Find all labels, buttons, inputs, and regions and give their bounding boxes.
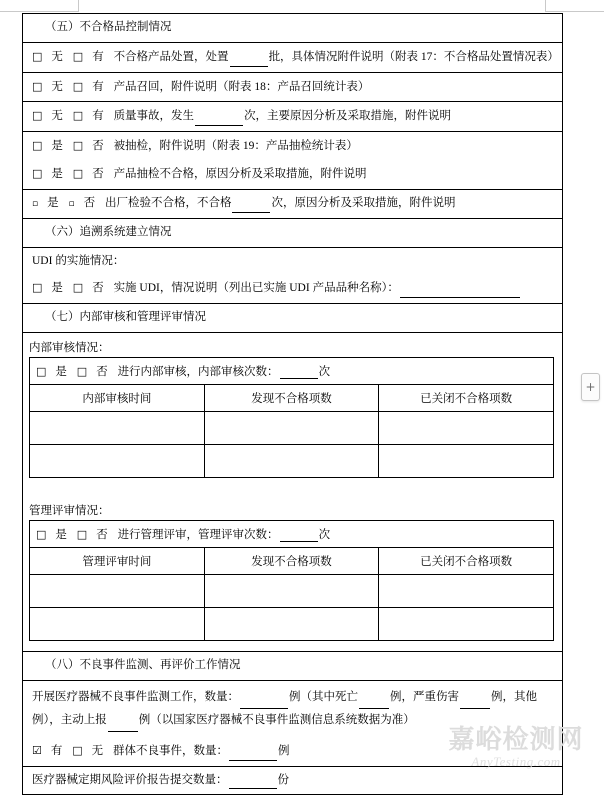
monitoring-text-a: 开展医疗器械不良事件监测工作，数量：: [32, 690, 239, 703]
table-row: [30, 357, 554, 384]
table-row: [30, 520, 554, 547]
row-text-b: 批，具体情况附件说明（附表 17：不合格品处置情况表）: [268, 50, 559, 63]
checkbox-no-icon[interactable]: □: [72, 167, 84, 181]
checkbox-has-icon[interactable]: □: [72, 79, 84, 93]
watermark-english-text: AnyTesting.com: [471, 754, 561, 769]
table-row: [23, 247, 563, 304]
option-label-yes: 是: [55, 528, 67, 541]
checkbox-has-icon[interactable]: □: [72, 49, 84, 63]
monitoring-text-e: 例），主动上报: [32, 713, 107, 726]
management-review-table-wrap: [23, 520, 562, 651]
cell-found-nonconformities[interactable]: [204, 411, 379, 444]
column-header-review-time: 管理评审时间: [30, 547, 205, 574]
monitoring-text-d: 例，其他: [491, 690, 537, 703]
table-row: [30, 444, 554, 477]
row-text-a: 不合格产品处置，处置: [113, 50, 229, 63]
cell-closed-nonconformities[interactable]: [379, 444, 554, 477]
internal-audit-table-wrap: [23, 357, 562, 488]
management-review-label: 管理评审情况：: [29, 504, 110, 517]
option-label-none: 无: [51, 50, 63, 63]
fill-blank-death-cases[interactable]: [359, 696, 389, 709]
margin-guide-top-right-horizontal: [545, 11, 604, 12]
table-row: [30, 384, 554, 411]
row-sampling-failed: [32, 165, 555, 184]
margin-guide-top-right-vertical: [545, 0, 546, 12]
option-label-has: 有: [92, 50, 104, 63]
row-product-recall: [23, 73, 562, 102]
option-label-none: 无: [51, 80, 63, 93]
table-row: [23, 102, 563, 132]
cell-found-nonconformities[interactable]: [204, 444, 379, 477]
checkbox-yes-icon[interactable]: □: [32, 281, 43, 295]
watermark-chinese-text: 嘉峪检测网: [448, 725, 584, 755]
option-label-no: 否: [83, 196, 96, 209]
row-text-a: 被抽检，附件说明（附表 19：产品抽检统计表）: [113, 140, 358, 153]
group-event-text-b: 例: [278, 744, 290, 757]
row-group-adverse-event: [32, 742, 555, 761]
row-text-a: 出厂检验不合格，不合格: [104, 196, 232, 209]
monitoring-paragraph: [32, 686, 555, 732]
checkbox-no-icon[interactable]: □: [76, 364, 88, 378]
header-text-b: 次: [318, 365, 331, 378]
margin-guide-top-left-horizontal: [0, 11, 78, 12]
option-label-yes: 是: [51, 282, 63, 295]
cell-closed-nonconformities[interactable]: [379, 607, 554, 640]
fill-blank-review-times[interactable]: [280, 529, 318, 542]
header-text-a: 进行管理评审，管理评审次数：: [117, 528, 279, 541]
row-text-b: 次，主要原因分析及采取措施，附件说明: [244, 110, 452, 123]
adverse-event-monitoring-block: [23, 681, 562, 766]
option-label-no: 否: [96, 528, 108, 541]
checkbox-no-icon[interactable]: ▫: [68, 198, 75, 209]
row-text-a: 质量事故，发生: [113, 110, 195, 123]
plus-icon: +: [585, 380, 596, 394]
row-factory-inspection-failed: [23, 190, 562, 218]
cell-found-nonconformities[interactable]: [204, 574, 379, 607]
fill-blank-batch-count[interactable]: [230, 54, 268, 67]
table-row: [23, 218, 563, 247]
checkbox-yes-icon[interactable]: □: [32, 167, 43, 181]
row-udi-block: [23, 248, 562, 304]
checkbox-no-icon[interactable]: □: [72, 281, 84, 295]
row-text-a: 产品抽检不合格，原因分析及采取措施，附件说明: [113, 168, 367, 181]
internal-audit-label: 内部审核情况：: [29, 341, 110, 354]
column-header-closed-nonconformities: 已关闭不合格项数: [379, 384, 554, 411]
column-header-audit-time: 内部审核时间: [30, 384, 205, 411]
column-header-found-nonconformities: 发现不合格项数: [204, 547, 379, 574]
fill-blank-group-event-count[interactable]: [229, 748, 277, 761]
fill-blank-total-cases[interactable]: [240, 696, 288, 709]
table-row: [30, 411, 554, 444]
cell-review-time[interactable]: [30, 574, 205, 607]
checkbox-none-icon[interactable]: □: [32, 49, 43, 63]
option-label-no: 否: [92, 168, 104, 181]
checkbox-none-icon[interactable]: □: [32, 109, 43, 123]
checkbox-has-icon[interactable]: □: [72, 109, 84, 123]
table-row: [30, 547, 554, 574]
checkbox-yes-icon[interactable]: □: [32, 139, 43, 153]
monitoring-text-f: 例（以国家医疗器械不良事件监测信息系统数据为准）: [138, 713, 415, 726]
table-row: [23, 189, 563, 218]
margin-guide-top-left-vertical: [78, 0, 79, 12]
regulatory-form-table: [22, 13, 563, 795]
section-heading-six: （六）追溯系统建立情况: [45, 225, 172, 238]
table-row: [30, 574, 554, 607]
table-row: [23, 132, 563, 190]
option-label-has: 有: [50, 744, 63, 757]
column-header-closed-nonconformities: 已关闭不合格项数: [379, 547, 554, 574]
option-label-no: 否: [92, 282, 104, 295]
checkbox-yes-icon[interactable]: ▫: [32, 198, 39, 209]
table-row: [23, 42, 563, 72]
option-label-none: 无: [91, 744, 104, 757]
table-row: [23, 766, 563, 795]
internal-audit-header-row: [30, 357, 554, 384]
table-row: [23, 332, 563, 651]
section-heading-seven: （七）内部审核和管理评审情况: [45, 311, 206, 324]
option-label-yes: 是: [47, 196, 59, 209]
row-nonconforming-disposal: [23, 43, 562, 72]
table-row: [23, 680, 563, 766]
row-quality-accident: [23, 102, 562, 131]
row-text-b: 次，原因分析及采取措施，附件说明: [271, 196, 456, 209]
option-label-yes: 是: [55, 365, 67, 378]
management-review-header-row: [30, 520, 554, 547]
checkbox-none-icon[interactable]: □: [32, 79, 43, 93]
udi-label: UDI 的实施情况：: [32, 254, 125, 267]
checkbox-none-icon[interactable]: □: [72, 743, 83, 757]
table-row: [23, 651, 563, 680]
cell-found-nonconformities[interactable]: [204, 607, 379, 640]
fill-blank-self-reported-cases[interactable]: [108, 719, 138, 732]
table-row: [30, 607, 554, 640]
header-text-a: 进行内部审核，内部审核次数：: [117, 365, 279, 378]
internal-audit-table: [29, 357, 554, 478]
section-heading-five: （五）不合格品控制情况: [45, 21, 172, 33]
insert-row-plus-button[interactable]: [581, 373, 600, 401]
cell-review-time[interactable]: [30, 607, 205, 640]
monitoring-text-c: 例，严重伤害: [390, 690, 459, 703]
fill-blank-udi-products[interactable]: [400, 285, 520, 298]
checkbox-yes-icon[interactable]: □: [36, 527, 47, 541]
cell-closed-nonconformities[interactable]: [379, 411, 554, 444]
periodic-report-text-b: 份: [277, 773, 289, 786]
option-label-yes: 是: [51, 168, 63, 181]
checkbox-no-icon[interactable]: □: [72, 139, 84, 153]
table-row: [23, 14, 563, 43]
management-review-table: [29, 520, 554, 641]
checkbox-has-checked-icon[interactable]: ☑: [32, 743, 42, 757]
option-label-no: 否: [96, 365, 108, 378]
fill-blank-accident-count[interactable]: [195, 113, 243, 126]
cell-audit-time[interactable]: [30, 411, 205, 444]
cell-audit-time[interactable]: [30, 444, 205, 477]
header-text-b: 次: [318, 528, 331, 541]
row-periodic-risk-report: [23, 767, 562, 795]
row-sampling-inspection-group: [23, 132, 562, 189]
fill-blank-audit-times[interactable]: [280, 366, 318, 379]
group-event-text-a: 群体不良事件，数量：: [113, 744, 229, 757]
checkbox-no-icon[interactable]: □: [76, 527, 88, 541]
monitoring-text-b: 例（其中死亡: [289, 690, 358, 703]
option-label-yes: 是: [51, 140, 63, 153]
checkbox-yes-icon[interactable]: □: [36, 364, 47, 378]
periodic-report-text-a: 医疗器械定期风险评价报告提交数量：: [32, 773, 228, 786]
row-text-a: 产品召回，附件说明（附表 18：产品召回统计表）: [113, 80, 370, 93]
fill-blank-failed-count[interactable]: [232, 200, 270, 213]
row-sampled: [32, 137, 555, 156]
option-label-no: 否: [92, 140, 104, 153]
row-udi-implementation: [32, 279, 555, 298]
row-text-a: 实施 UDI，情况说明（列出已实施 UDI 产品品种名称）：: [113, 282, 399, 295]
option-label-has: 有: [92, 80, 104, 93]
option-label-has: 有: [92, 110, 104, 123]
table-row: [23, 72, 563, 102]
option-label-none: 无: [51, 110, 63, 123]
section-heading-eight: （八）不良事件监测、再评价工作情况: [45, 658, 241, 671]
table-row: [23, 304, 563, 333]
cell-closed-nonconformities[interactable]: [379, 574, 554, 607]
fill-blank-serious-injury-cases[interactable]: [460, 696, 490, 709]
column-header-found-nonconformities: 发现不合格项数: [204, 384, 379, 411]
